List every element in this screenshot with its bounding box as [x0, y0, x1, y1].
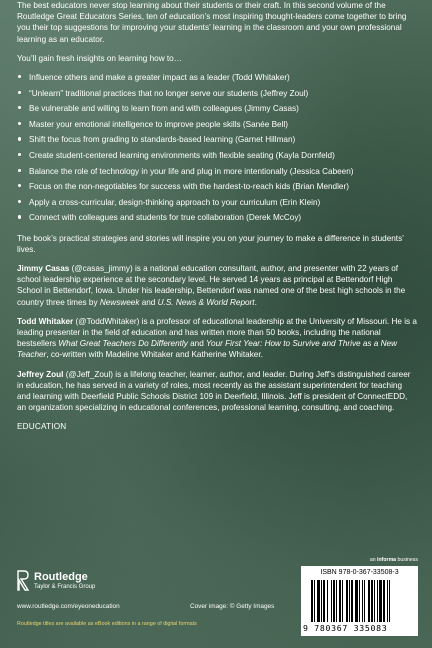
- publisher-url: www.routledge.com/eyeoneducation: [17, 603, 120, 610]
- bio-text: (@ToddWhitaker) is a professor of educational leadership at the University of Missouri. He is a leading presenter in the field of education and has written more than 50 books, including the national bestsellers: [17, 316, 417, 349]
- bullet-item: [17, 72, 417, 83]
- cover-text: [17, 0, 417, 433]
- ebook-note: Routledge titles are available as eBook editions in a range of digital formats: [17, 621, 197, 627]
- bullet-text: Connect with colleagues and students for true collaboration (Derek McCoy): [29, 213, 302, 223]
- bullet-dot-icon: [18, 75, 21, 78]
- bullet-item: [17, 212, 417, 223]
- bio-text: and: [139, 297, 158, 307]
- closing-paragraph: The book’s practical strategies and stories will inspire you on your journey to make a difference in students’ lives.: [17, 233, 404, 254]
- bio-name: Jeffrey Zoul: [17, 369, 64, 379]
- bullet-item: [17, 166, 417, 177]
- bullet-dot-icon: [18, 215, 21, 218]
- barcode-box: [301, 566, 418, 636]
- bullet-list: [17, 72, 417, 224]
- intro-paragraph: The best educators never stop learning about their students or their craft. In this second volume of the Routledge Great Educators Series, ten of education’s most inspiring thought-leaders come together to bring you their top suggestions for improving your students’ learning in the classroom and your own professional learning as an educator.: [17, 1, 407, 44]
- bullet-item: [17, 119, 417, 130]
- bullet-text: “Unlearn” traditional practices that no longer serve our students (Jeffrey Zoul): [29, 88, 309, 98]
- category-label: EDUCATION: [17, 422, 67, 432]
- cover-credit: Cover image: © Getty Images: [190, 603, 275, 610]
- publisher-logo: [17, 570, 157, 600]
- bullet-item: [17, 150, 417, 161]
- bullet-dot-icon: [18, 169, 21, 172]
- bio-text: (@casas_jimmy) is a national education consultant, author, and presenter with 22 years of school leadership experience at the secondary level. He served 14 years as principal at Bettendorf High School in Bettendorf, Iowa. Under his leadership, Bettendorf was named one of the best high schools in the country three times by: [17, 263, 406, 307]
- bio-text: , co-written with Madeline Whitaker and Katherine Whitaker.: [46, 350, 263, 360]
- bio-name: Todd Whitaker: [17, 316, 74, 326]
- bullet-text: Influence others and make a greater impact as a leader (Todd Whitaker): [29, 73, 290, 83]
- barcode-icon: [311, 580, 411, 622]
- bio-whitaker: [17, 316, 417, 361]
- informa-prefix: an: [369, 557, 378, 563]
- bio-name: Jimmy Casas: [17, 263, 70, 273]
- bullet-text: Shift the focus from grading to standards-based learning (Garnet Hillman): [29, 135, 296, 145]
- isbn-text: ISBN 978-0-367-33508-3: [320, 569, 399, 576]
- publisher-group: Taylor & Francis Group: [34, 584, 96, 590]
- bio-text: and: [187, 339, 207, 349]
- bullet-dot-icon: [18, 106, 21, 109]
- bullet-item: [17, 134, 417, 145]
- informa-brand: informa: [377, 557, 397, 563]
- bullet-dot-icon: [18, 184, 21, 187]
- bio-zoul: [17, 369, 417, 414]
- bullet-text: Create student-centered learning environments with flexible seating (Kayla Dornfeld): [29, 150, 335, 160]
- book-title: Your First Year: How to Survive and Thrive as a New Teacher: [17, 339, 398, 360]
- bio-casas: [17, 263, 417, 308]
- publication-title: Newsweek: [99, 297, 140, 307]
- bullet-dot-icon: [18, 122, 21, 125]
- publication-title: U.S. News & World Report: [157, 297, 255, 307]
- bio-text: .: [254, 297, 257, 307]
- bullet-item: [17, 197, 417, 208]
- bullet-dot-icon: [18, 137, 21, 140]
- bullet-item: [17, 103, 417, 114]
- bullet-text: Balance the role of technology in your life and plug in more intentionally (Jessica Cabeen): [29, 166, 354, 176]
- bullet-item: [17, 181, 417, 192]
- bullet-item: [17, 88, 417, 99]
- bullet-dot-icon: [18, 200, 21, 203]
- informa-tagline: [370, 557, 418, 563]
- bullet-text: Be vulnerable and willing to learn from and with colleagues (Jimmy Casas): [29, 104, 299, 114]
- routledge-logo-icon: [17, 570, 30, 592]
- bullet-dot-icon: [18, 91, 21, 94]
- bio-text: (@Jeff_Zoul) is a lifelong teacher, learner, author, and leader. During Jeff’s distinguished career in education, he has served in a variety of roles, most recently as the assistant superintendent for teaching and learning with Deerfield Public Schools District 109 in Deerfield, Illinois. Jeff is president of ConnectEDD, an organization specializing in educational conferences, professional learning, consulting, and coaching.: [17, 369, 411, 413]
- book-title: What Great Teachers Do Differently: [58, 339, 188, 349]
- bullet-text: Focus on the non-negotiables for success with the hardest-to-reach kids (Brian Mendler): [29, 182, 349, 192]
- bullets-intro: You’ll gain fresh insights on learning how to…: [17, 53, 182, 63]
- barcode-digits: 9 780367 335083: [303, 623, 388, 633]
- bullet-text: Master your emotional intelligence to improve people skills (Sanée Bell): [29, 119, 288, 129]
- bullet-dot-icon: [18, 153, 21, 156]
- bullet-text: Apply a cross-curricular, design-thinking approach to your curriculum (Erin Klein): [29, 197, 321, 207]
- publisher-name: Routledge: [34, 571, 88, 583]
- informa-suffix: business: [396, 557, 418, 563]
